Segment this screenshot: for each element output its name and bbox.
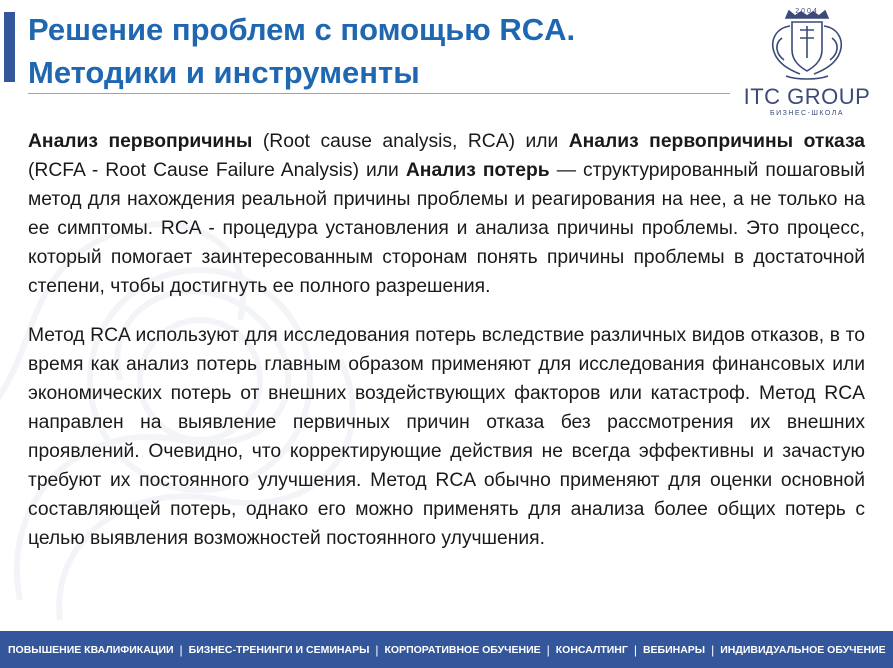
- footer-separator: |: [179, 642, 183, 657]
- term-loss-analysis: Анализ потерь: [405, 160, 550, 181]
- footer-item-webinars[interactable]: ВЕБИНАРЫ: [642, 643, 706, 656]
- paragraph-text: — структурированный пошаговый метод для нахождения реальной причины проблемы и реагирования на нее, а не только на ее симптомы. RCA - процедура установления и анализа причины проблемы. Это процесс, который помогает заинтересованным сторонам понять причины проблемы в достаточной степени, чтобы достигнуть ее полного разрешения.: [28, 160, 865, 297]
- paragraph-rca-usage: Метод RCA используют для исследования потерь вследствие различных видов отказов, в то время как анализ потерь главным образом применяют для исследования финансовых или экономических потерь от внешних воздействующих факторов или катастроф. Метод RCA направлен на выявление первичных причин отказа без рассмотрения их внешних проявлений. Очевидно, что корректирующие действия не всегда эффективны и зачастую требуют их постоянного улучшения. Метод RCA обычно применяют для оценки основной составляющей потерь, однако его можно применять для анализа более общих потерь с целью выявления возможностей постоянного улучшения.: [28, 325, 865, 549]
- itc-group-logo: [742, 8, 872, 120]
- crest-icon: [762, 8, 852, 84]
- title-line-1: Решение проблем с помощью RCA.: [28, 12, 576, 47]
- footer-separator: |: [546, 642, 550, 657]
- logo-name: ITC GROUP: [743, 84, 871, 109]
- title-accent-bar: [4, 12, 15, 82]
- logo-year: 2004: [795, 8, 819, 15]
- footer-separator: |: [633, 642, 637, 657]
- paragraph-text: (RCFA - Root Cause Failure Analysis) или: [28, 160, 406, 181]
- paragraph-rca-definition: [28, 127, 865, 301]
- footer-separator: |: [375, 642, 379, 657]
- footer-item-corporate[interactable]: КОРПОРАТИВНОЕ ОБУЧЕНИЕ: [384, 643, 541, 656]
- term-root-cause-failure-analysis: Анализ первопричины отказа: [568, 131, 866, 152]
- main-content: [28, 127, 865, 553]
- paragraph-text: (Root cause analysis, RCA) или: [252, 131, 569, 152]
- logo-subtitle: БИЗНЕС-ШКОЛА: [769, 110, 844, 117]
- page-title: [28, 8, 728, 94]
- footer-separator: |: [711, 642, 715, 657]
- title-divider: [28, 93, 730, 94]
- term-root-cause-analysis: Анализ первопричины: [28, 131, 253, 152]
- footer-nav: [0, 631, 893, 668]
- footer-item-individual[interactable]: ИНДИВИДУАЛЬНОЕ ОБУЧЕНИЕ: [720, 643, 886, 656]
- footer-item-trainings[interactable]: БИЗНЕС-ТРЕНИНГИ И СЕМИНАРЫ: [188, 643, 370, 656]
- footer-item-consulting[interactable]: КОНСАЛТИНГ: [555, 643, 628, 656]
- footer-item-qualification[interactable]: ПОВЫШЕНИЕ КВАЛИФИКАЦИИ: [8, 643, 174, 656]
- title-line-2: Методики и инструменты: [28, 55, 420, 90]
